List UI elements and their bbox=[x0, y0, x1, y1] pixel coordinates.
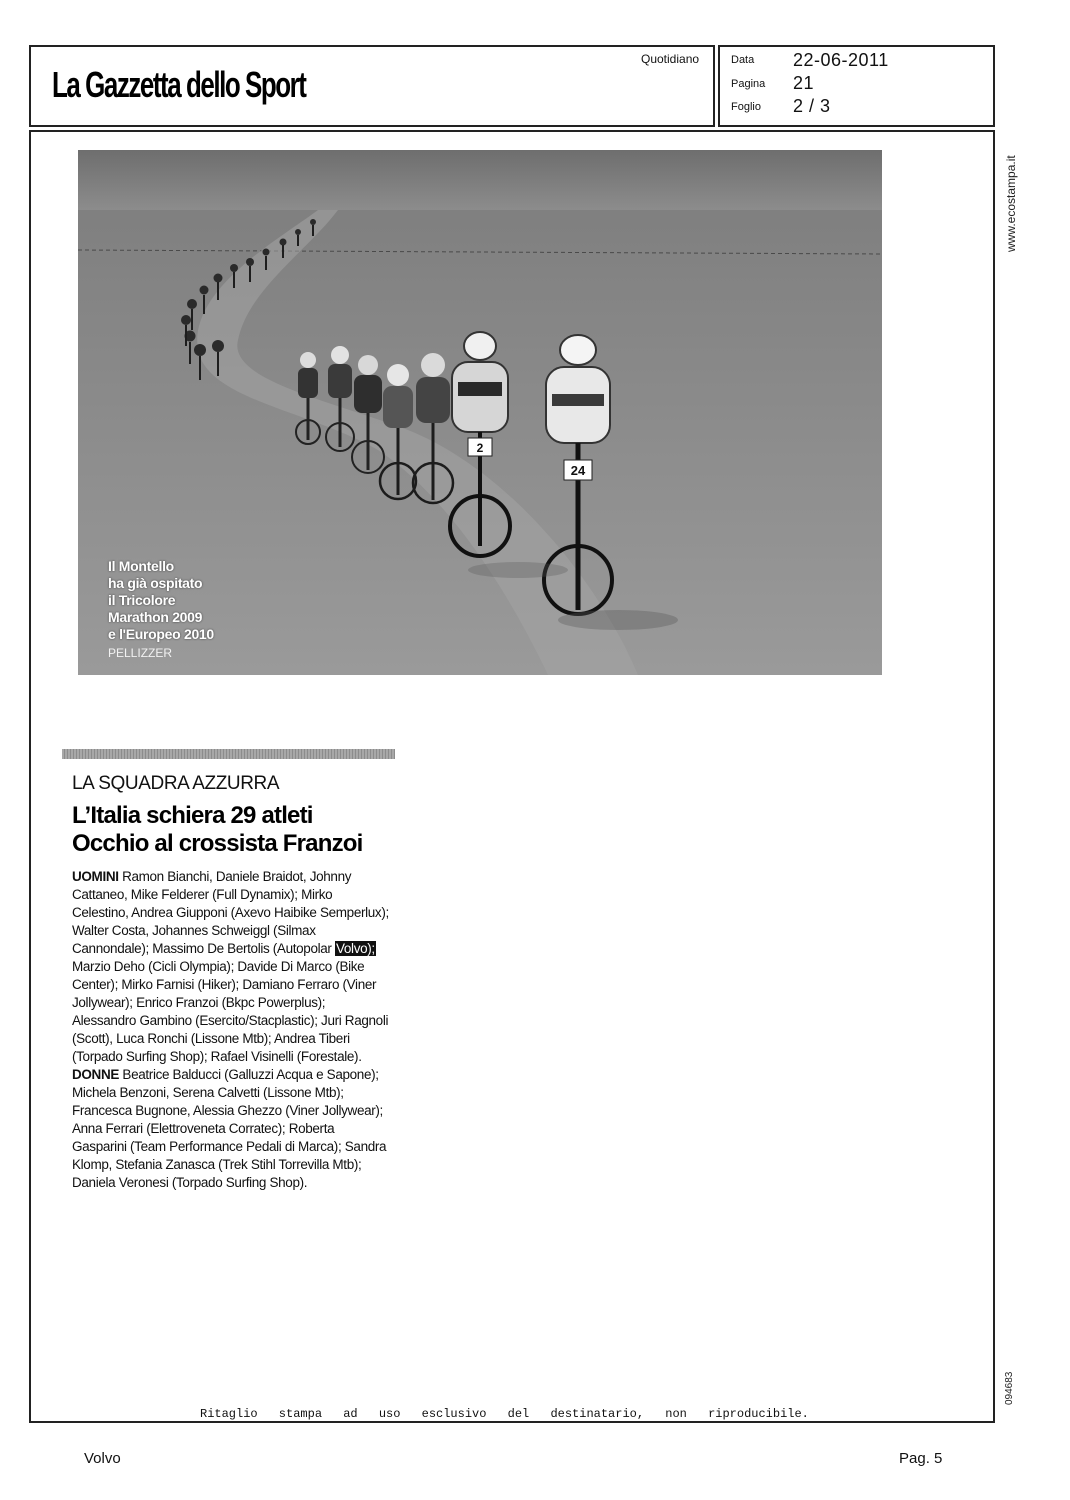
women-text: Beatrice Balducci (Galluzzi Acqua e Sapone); Michela Benzoni, Serena Calvetti (Lissone Mtb); Francesca Bugnone, Alessia Ghezzo (Viner Jollywear); Anna Ferrari (Elettroveneta Corratec); Roberta Gasparini (Team Performance Pedali di Marca); Sandra Klomp, Stefania Zanasca (Trek Stihl Torrevilla Mtb); Daniela Veronesi (Torpado Surfing Shop). bbox=[72, 1067, 387, 1190]
bib-number-2: 2 bbox=[476, 441, 484, 455]
headline-line-1: L’Italia schiera 29 atleti bbox=[72, 802, 313, 829]
caption-line: e l'Europeo 2010 bbox=[108, 626, 214, 642]
photo-caption bbox=[108, 558, 268, 643]
newspaper-logo: La Gazzetta dello Sport bbox=[52, 64, 306, 105]
publication-type: Quotidiano bbox=[641, 52, 700, 66]
meta-label-page: Pagina bbox=[731, 78, 766, 90]
meta-value-date: 22-06-2011 bbox=[793, 50, 889, 70]
headline-line-2: Occhio al crossista Franzoi bbox=[72, 830, 363, 857]
article-headline bbox=[72, 802, 402, 858]
header-divider bbox=[714, 45, 715, 127]
meta-value-sheet: 2 / 3 bbox=[793, 96, 831, 116]
side-url: www.ecostampa.it bbox=[1004, 155, 1018, 252]
side-code: 094683 bbox=[1004, 1371, 1015, 1405]
photo-credit: PELLIZZER bbox=[108, 646, 173, 660]
client-name: Volvo bbox=[84, 1450, 121, 1467]
reproduction-notice: Ritaglio stampa ad uso esclusivo del destinatario, non riproducibile. bbox=[200, 1407, 809, 1421]
men-text-part-2: Marzio Deho (Cicli Olympia); Davide Di Marco (Bike Center); Mirko Farnisi (Hiker); Damiano Ferraro (Viner Jollywear); Enrico Franzoi (Bkpc Powerplus); Alessandro Gambino (Esercito/Stacplastic); Juri Ragnoli (Scott), Luca Ronchi (Lissone Mtb); Andrea Tiberi (Torpado Surfing Shop); Rafael Visinelli (Forestale). bbox=[72, 959, 389, 1064]
caption-line: ha già ospitato bbox=[108, 575, 203, 591]
article-body bbox=[72, 868, 390, 1192]
article-kicker: LA SQUADRA AZZURRA bbox=[72, 773, 280, 794]
caption-line: Il Montello bbox=[108, 558, 174, 574]
men-text-part-1: Ramon Bianchi, Daniele Braidot, Johnny Cattaneo, Mike Felderer (Full Dynamix); Mirko Celestino, Andrea Giupponi (Axevo Haibike Semperlux); Walter Costa, Johannes Schweiggl (Silmax Cannondale); Massimo De Bertolis (Autopolar bbox=[72, 869, 389, 956]
meta-label-sheet: Foglio bbox=[731, 101, 761, 113]
meta-label-date: Data bbox=[731, 54, 755, 66]
highlighted-term: Volvo); bbox=[335, 941, 375, 956]
caption-line: il Tricolore bbox=[108, 592, 176, 608]
caption-line: Marathon 2009 bbox=[108, 609, 203, 625]
meta-value-page: 21 bbox=[793, 73, 815, 93]
women-label: DONNE bbox=[72, 1067, 120, 1082]
page-number: Pag. 5 bbox=[899, 1450, 943, 1467]
bib-number-24: 24 bbox=[570, 463, 586, 478]
section-rule bbox=[62, 749, 395, 759]
men-label: UOMINI bbox=[72, 869, 119, 884]
